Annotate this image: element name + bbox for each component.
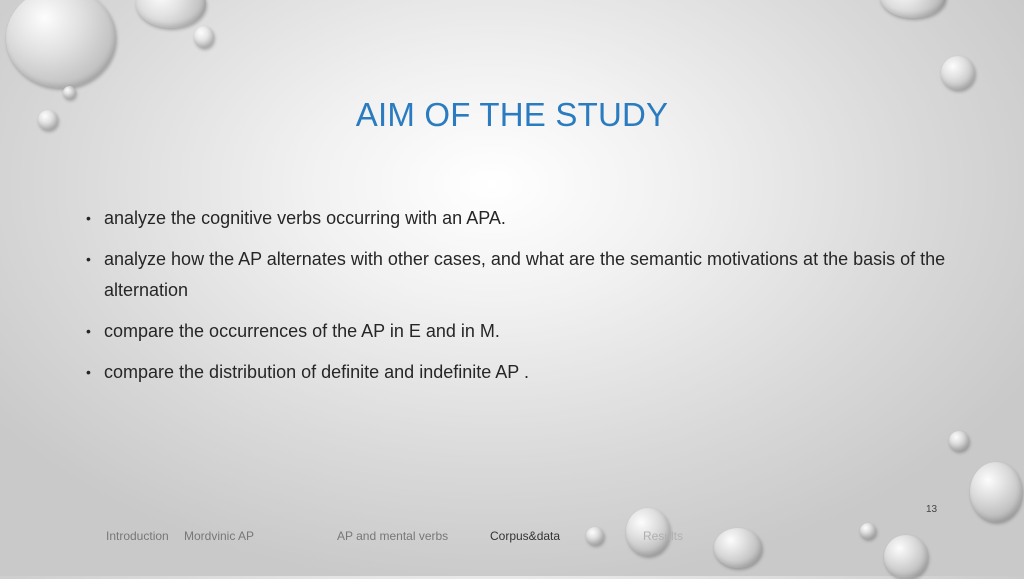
bullet-icon: • xyxy=(86,210,91,226)
water-drop-decoration xyxy=(970,462,1022,522)
slide-title: AIM OF THE STUDY xyxy=(355,96,669,133)
bullet-text: compare the occurrences of the AP in E and in M. xyxy=(104,321,500,341)
water-drop-decoration xyxy=(884,535,928,579)
nav-link-ap-and-mental-verbs[interactable]: AP and mental verbs xyxy=(337,529,449,543)
nav-link-mordvinic-ap[interactable]: Mordvinic AP xyxy=(184,529,255,543)
bullet-text: compare the distribution of definite and indefinite AP . xyxy=(104,362,529,382)
list-item xyxy=(86,316,946,347)
bullet-icon: • xyxy=(86,323,91,339)
page-number: 13 xyxy=(926,504,938,515)
water-drop-decoration xyxy=(860,523,876,539)
list-item xyxy=(86,244,946,306)
nav-link-introduction[interactable]: Introduction xyxy=(106,529,169,543)
list-item xyxy=(86,357,946,388)
bullet-icon: • xyxy=(86,364,91,380)
water-drop-decoration xyxy=(880,0,946,18)
bullet-list xyxy=(86,203,946,398)
water-drop-decoration xyxy=(6,0,116,88)
water-drop-decoration xyxy=(194,26,214,48)
nav-link-results[interactable]: Results xyxy=(643,529,684,543)
bullet-text: analyze the cognitive verbs occurring with an APA. xyxy=(104,208,506,228)
water-drop-decoration xyxy=(714,528,762,568)
water-drop-decoration xyxy=(949,431,969,451)
water-drop-decoration xyxy=(586,527,604,545)
bullet-text: analyze how the AP alternates with other cases, and what are the semantic motivations at the basis of the alternation xyxy=(104,249,946,300)
water-drop-decoration xyxy=(941,56,975,90)
bullet-icon: • xyxy=(86,251,91,267)
water-drop-decoration xyxy=(136,0,206,28)
list-item xyxy=(86,203,946,234)
nav-link-corpus-data[interactable]: Corpus&data xyxy=(490,529,561,543)
